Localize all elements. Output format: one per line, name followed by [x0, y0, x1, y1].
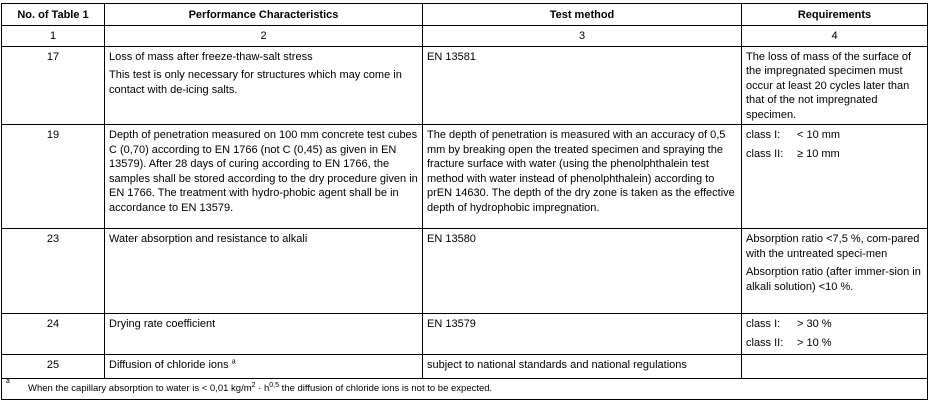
requirements-cell	[742, 125, 928, 229]
requirements-cell	[742, 314, 928, 355]
header-table-no: No. of Table 1	[2, 4, 105, 26]
footnote-row	[2, 379, 928, 400]
characteristic-text: Water absorption and resistance to alkali	[109, 233, 308, 245]
class-value: ≥ 10 mm	[797, 147, 840, 160]
characteristic-text	[109, 358, 418, 373]
class-label: class I:	[746, 129, 781, 141]
requirement-text: Absorption ratio <7,5 %, com-pared with the untreated speci-men	[746, 233, 920, 260]
method-cell	[423, 355, 742, 379]
method-text: EN 13579	[427, 318, 476, 330]
class-value: > 10 %	[797, 336, 832, 349]
table-row	[2, 125, 928, 229]
row-number: 23	[2, 229, 105, 314]
header-row	[2, 4, 928, 26]
row-number: 24	[2, 314, 105, 355]
characteristics-cell	[105, 314, 423, 355]
requirement-class	[746, 128, 923, 143]
footnote-cell: $^a$When the capillary absorption to water is < 0,01 $kg/m^2 \cdot h^{0,5}$ the diffusion of chloride ions is not to be expected.	[2, 379, 928, 400]
requirement-class	[746, 317, 923, 332]
table-row	[2, 314, 928, 355]
characteristic-text: Drying rate coefficient	[109, 318, 216, 330]
requirements-cell	[742, 46, 928, 125]
class-label: class II:	[746, 147, 784, 160]
requirement-class	[746, 336, 923, 351]
characteristic-note: This test is only necessary for structures which may come in contact with de-icing salts.	[109, 69, 402, 96]
method-cell	[423, 314, 742, 355]
row-number: 25	[2, 355, 105, 379]
method-text: EN 13581	[427, 50, 476, 63]
characteristic-label: Diffusion of chloride ions	[109, 359, 229, 371]
requirements-cell	[742, 229, 928, 314]
header-requirements: Requirements	[742, 4, 928, 26]
class-label: class I:	[746, 318, 781, 330]
footnote-text-part: When the capillary absorption to water is < 0,01 kg/m	[28, 383, 252, 394]
table-row	[2, 46, 928, 125]
footnote-text-part: · h	[255, 383, 270, 394]
characteristics-cell	[105, 125, 423, 229]
performance-table	[1, 3, 928, 400]
class-value: > 30 %	[797, 318, 832, 330]
characteristic-text: Depth of penetration measured on 100 mm concrete test cubes C (0,70) according to EN 1766 (not C (0,45) as given in EN 13579). After 28 days of curing according to EN 1766, the samples shall be stored according to the dry procedure given in EN 1766. The treatment with hydro-phobic agent shall be in accordance to EN 13579.	[109, 129, 418, 214]
column-index: 1	[2, 26, 105, 47]
method-cell	[423, 46, 742, 125]
method-text: subject to national standards and national regulations	[427, 359, 687, 371]
class-label: class II:	[746, 336, 784, 349]
header-test-method: Test method	[423, 4, 742, 26]
requirements-cell	[742, 355, 928, 379]
column-index: 2	[105, 26, 423, 47]
table-row	[2, 229, 928, 314]
footnote-superscript: 0,5	[269, 381, 280, 389]
requirement-text: The loss of mass of the surface of the impregnated specimen must occur at least 20 cycles later than that of the not impregnated specimen.	[746, 50, 912, 121]
characteristic-text: Loss of mass after freeze-thaw-salt stress	[109, 50, 313, 63]
method-cell	[423, 229, 742, 314]
column-index: 4	[742, 26, 928, 47]
requirement-text: Absorption ratio (after immer-sion in alkali solution) <10 %.	[746, 266, 921, 293]
row-number: 19	[2, 125, 105, 229]
requirement-class	[746, 147, 923, 162]
class-value: < 10 mm	[797, 129, 841, 141]
row-number: 17	[2, 46, 105, 125]
column-index-row	[2, 26, 928, 47]
table-row	[2, 355, 928, 379]
method-cell	[423, 125, 742, 229]
footnote-reference: a	[231, 358, 236, 366]
characteristics-cell	[105, 355, 423, 379]
footnote-text-part: the diffusion of chloride ions is not to be expected.	[279, 383, 493, 394]
footnote-superscript: 2	[251, 381, 256, 389]
characteristics-cell	[105, 46, 423, 125]
header-performance-characteristics: Performance Characteristics	[105, 4, 423, 26]
characteristics-cell	[105, 229, 423, 314]
method-text: EN 13580	[427, 233, 476, 245]
column-index: 3	[423, 26, 742, 47]
footnote-text	[28, 383, 492, 394]
method-text: The depth of penetration is measured with an accuracy of 0,5 mm by breaking open the treated specimen and spraying the fracture surface with water (using the phenolphthalein test method with water instead of phenolphthalein) according to prEN 14630. The depth of the dry zone is taken as the effective depth of hydrophobic impregnation.	[427, 129, 735, 214]
